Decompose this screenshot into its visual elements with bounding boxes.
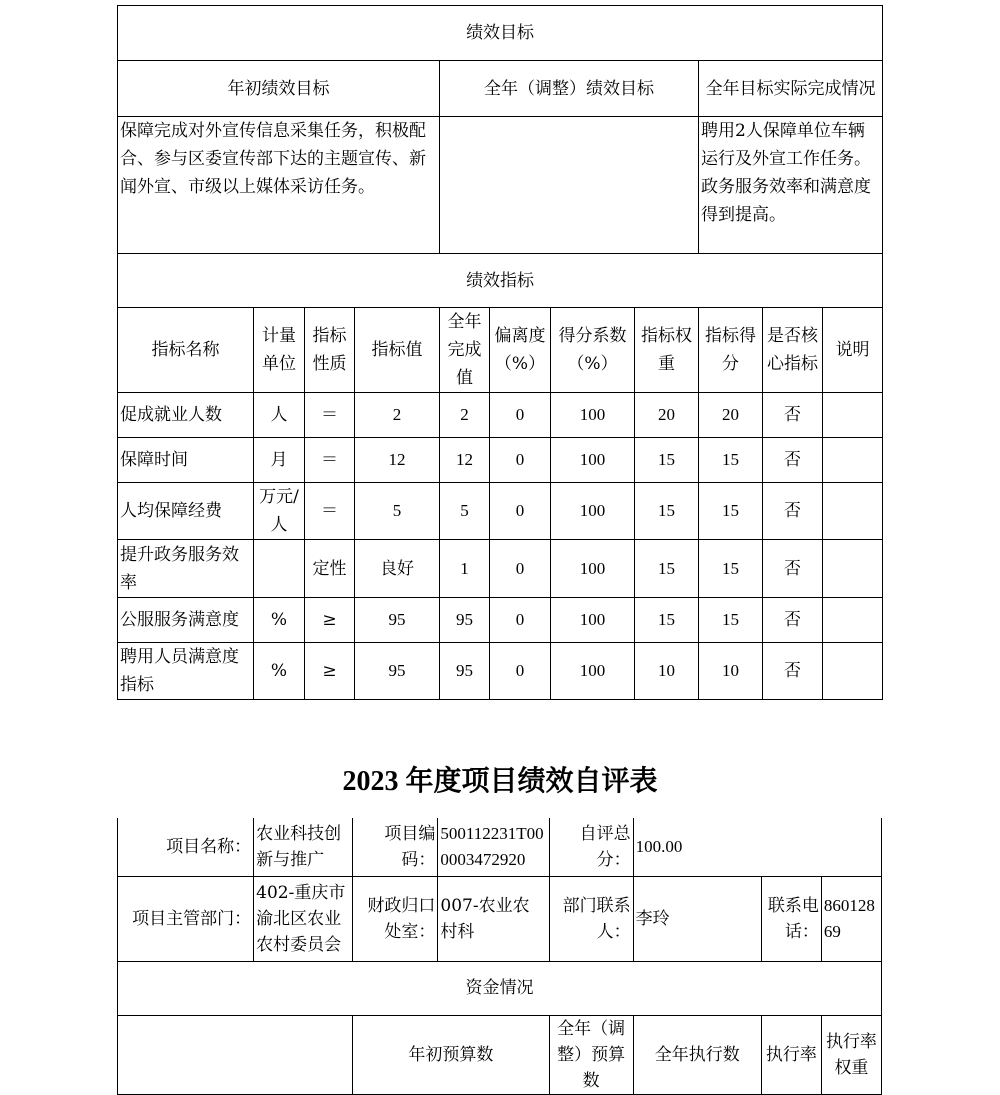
section-goals: 绩效目标: [118, 6, 883, 61]
cell-nature: ＝: [305, 438, 355, 483]
col-header-nature: 指标性质: [305, 308, 355, 393]
cell-nature: ≥: [305, 598, 355, 643]
cell-actual: 95: [440, 598, 490, 643]
cell-score: 15: [699, 540, 763, 598]
col-header-core: 是否核心指标: [763, 308, 823, 393]
table-row: [118, 598, 883, 643]
funds-header-adjusted-budget: 全年（调整）预算数: [549, 1015, 633, 1094]
cell-nature: ≥: [305, 643, 355, 700]
cell-weight: 10: [635, 643, 699, 700]
table-row: [118, 393, 883, 438]
cell-note: [823, 643, 883, 700]
col-header-score: 指标得分: [699, 308, 763, 393]
cell-weight: 15: [635, 438, 699, 483]
cell-name: 聘用人员满意度指标: [118, 643, 254, 700]
funds-header-initial-budget: 年初预算数: [353, 1015, 549, 1094]
cell-nature: ＝: [305, 483, 355, 540]
self-eval-table: [117, 818, 882, 1095]
col-header-unit: 计量单位: [254, 308, 305, 393]
col-header-deviation: 偏离度（%）: [490, 308, 551, 393]
cell-coefficient: 100: [551, 598, 635, 643]
cell-coefficient: 100: [551, 393, 635, 438]
goal-header-adjusted: 全年（调整）绩效目标: [440, 61, 699, 117]
contact-label: 部门联系人：: [549, 876, 633, 961]
cell-unit: %: [254, 643, 305, 700]
cell-coefficient: 100: [551, 483, 635, 540]
cell-target: 95: [355, 598, 440, 643]
cell-unit: 人: [254, 393, 305, 438]
cell-unit: 月: [254, 438, 305, 483]
goal-header-actual: 全年目标实际完成情况: [699, 61, 883, 117]
cell-coefficient: 100: [551, 540, 635, 598]
cell-actual: 5: [440, 483, 490, 540]
cell-core: 否: [763, 643, 823, 700]
col-header-coefficient: 得分系数（%）: [551, 308, 635, 393]
cell-score: 15: [699, 483, 763, 540]
cell-note: [823, 540, 883, 598]
cell-target: 良好: [355, 540, 440, 598]
cell-nature: 定性: [305, 540, 355, 598]
cell-core: 否: [763, 438, 823, 483]
cell-weight: 15: [635, 540, 699, 598]
contact-value: 李玲: [633, 876, 761, 961]
funds-header-rate: 执行率: [761, 1015, 821, 1094]
cell-core: 否: [763, 483, 823, 540]
col-header-weight: 指标权重: [635, 308, 699, 393]
cell-name: 提升政务服务效率: [118, 540, 254, 598]
cell-score: 15: [699, 598, 763, 643]
cell-name: 公服服务满意度: [118, 598, 254, 643]
cell-weight: 15: [635, 598, 699, 643]
cell-unit: 万元/人: [254, 483, 305, 540]
cell-core: 否: [763, 598, 823, 643]
funds-header-rate-weight: 执行率权重: [821, 1015, 881, 1094]
col-header-actual: 全年完成值: [440, 308, 490, 393]
cell-name: 保障时间: [118, 438, 254, 483]
project-name-label: 项目名称：: [118, 818, 254, 876]
finance-label: 财政归口处室：: [353, 876, 438, 961]
cell-weight: 15: [635, 483, 699, 540]
cell-note: [823, 598, 883, 643]
funds-header-executed: 全年执行数: [633, 1015, 761, 1094]
cell-score: 10: [699, 643, 763, 700]
col-header-name: 指标名称: [118, 308, 254, 393]
cell-deviation: 0: [490, 438, 551, 483]
table-row: [118, 438, 883, 483]
cell-deviation: 0: [490, 540, 551, 598]
goal-header-initial: 年初绩效目标: [118, 61, 440, 117]
cell-name: 促成就业人数: [118, 393, 254, 438]
cell-target: 95: [355, 643, 440, 700]
cell-actual: 12: [440, 438, 490, 483]
cell-core: 否: [763, 540, 823, 598]
cell-weight: 20: [635, 393, 699, 438]
dept-value: 402-重庆市渝北区农业农村委员会: [254, 876, 353, 961]
dept-label: 项目主管部门：: [118, 876, 254, 961]
cell-target: 5: [355, 483, 440, 540]
cell-note: [823, 438, 883, 483]
cell-actual: 1: [440, 540, 490, 598]
cell-coefficient: 100: [551, 438, 635, 483]
project-name-value: 农业科技创新与推广: [254, 818, 353, 876]
section-funds: 资金情况: [118, 961, 882, 1015]
cell-deviation: 0: [490, 598, 551, 643]
cell-score: 20: [699, 393, 763, 438]
cell-actual: 95: [440, 643, 490, 700]
self-score-label: 自评总分：: [549, 818, 633, 876]
goal-adjusted-text: [440, 117, 699, 254]
cell-score: 15: [699, 438, 763, 483]
cell-actual: 2: [440, 393, 490, 438]
funds-header-blank: [118, 1015, 353, 1094]
cell-deviation: 0: [490, 483, 551, 540]
cell-note: [823, 393, 883, 438]
table-row: [118, 540, 883, 598]
project-code-value: 500112231T000003472920: [438, 818, 549, 876]
phone-label: 联系电话：: [761, 876, 821, 961]
cell-target: 2: [355, 393, 440, 438]
goal-actual-text: 聘用2人保障单位车辆运行及外宣工作任务。政务服务效率和满意度得到提高。: [699, 117, 883, 254]
cell-note: [823, 483, 883, 540]
cell-name: 人均保障经费: [118, 483, 254, 540]
page-title: 2023 年度项目绩效自评表: [342, 766, 658, 797]
section-indicators: 绩效指标: [118, 254, 883, 308]
cell-unit: [254, 540, 305, 598]
cell-nature: ＝: [305, 393, 355, 438]
project-code-label: 项目编码：: [353, 818, 438, 876]
finance-value: 007-农业农村科: [438, 876, 549, 961]
self-score-value: 100.00: [633, 818, 881, 876]
cell-coefficient: 100: [551, 643, 635, 700]
cell-target: 12: [355, 438, 440, 483]
goal-initial-text: 保障完成对外宣传信息采集任务，积极配合、参与区委宣传部下达的主题宣传、新闻外宣、市级以上媒体采访任务。: [118, 117, 440, 254]
col-header-note: 说明: [823, 308, 883, 393]
cell-core: 否: [763, 393, 823, 438]
table-row: [118, 483, 883, 540]
col-header-target: 指标值: [355, 308, 440, 393]
performance-table: [117, 5, 883, 700]
cell-unit: %: [254, 598, 305, 643]
cell-deviation: 0: [490, 643, 551, 700]
table-row: [118, 643, 883, 700]
phone-value: 86012869: [821, 876, 881, 961]
cell-deviation: 0: [490, 393, 551, 438]
